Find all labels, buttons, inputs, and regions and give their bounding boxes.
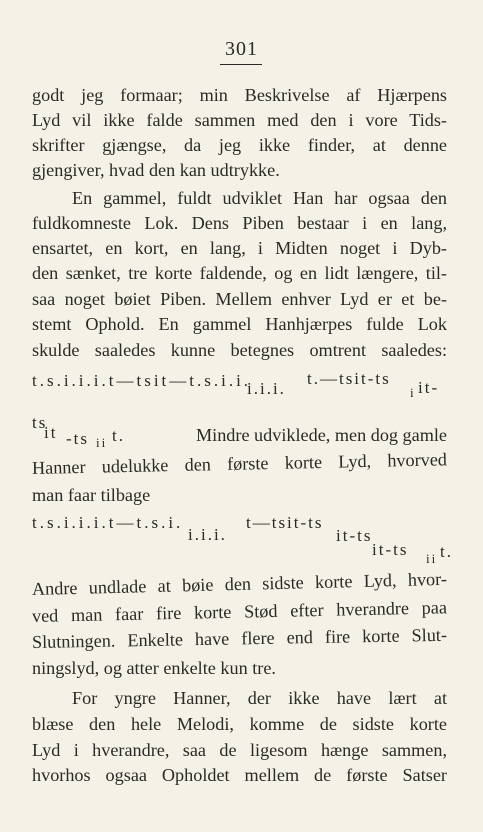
notation-1-tail: it- xyxy=(418,378,440,397)
notation-1b-a: ts xyxy=(32,413,48,432)
page-number-rule xyxy=(220,64,262,65)
notation-2-s3: ii xyxy=(426,551,438,566)
notation-1b-b: it xyxy=(44,423,58,442)
text-line-1: godt jeg formaar; min Beskrivelse af Hjærpens xyxy=(32,85,447,105)
text-line-14: man faar tilbage xyxy=(32,485,151,505)
text-line-6: fuldkomneste Lok. Dens Piben bestaar i en lang, xyxy=(32,213,447,233)
notation-1-tail-low: i xyxy=(410,385,416,400)
text-line-17: Slutningen. Enkelte have flere end fire korte Slut- xyxy=(31,624,448,652)
text-line-4: gjengiver, hvad den kan udtrykke. xyxy=(32,160,280,180)
notation-1b-d: ii xyxy=(96,435,108,450)
notation-2-s2: it-ts xyxy=(372,540,409,559)
text-line-18: ningslyd, og atter enkelte kun tre. xyxy=(32,658,276,678)
text-line-8: den sænket, tre korte faldende, og en lidt længere, til- xyxy=(32,263,447,283)
notation-2-low: i.i.i. xyxy=(188,525,227,544)
text-line-15: Andre undlade at bøie den sidste korte Lyd, hvor- xyxy=(31,568,448,599)
text-line-7: ensartet, en kort, en lang, i Midten noget i Dyb- xyxy=(32,238,447,258)
text-line-3: skrifter gjængse, da jeg ikke finder, at denne xyxy=(32,135,447,155)
text-line-22: hvorhos ogsaa Opholdet mellem de første Satser xyxy=(32,765,447,785)
notation-2-mid: t—tsit-ts xyxy=(246,513,324,532)
text-line-19: For yngre Hanner, der ikke have lært at xyxy=(72,688,447,708)
notation-1-low: i.i.i. xyxy=(247,379,286,398)
text-line-13: Hanner udelukke den første korte Lyd, hvorved xyxy=(31,449,448,478)
notation-1b-e: t. xyxy=(112,426,125,445)
text-line-20: blæse den hele Melodi, komme de sidste korte xyxy=(32,714,447,734)
notation-2-s1: it-ts xyxy=(336,526,373,545)
text-line-5: En gammel, fuldt udviklet Han har ogsaa den xyxy=(72,188,447,208)
notation-1b-c: -ts xyxy=(66,429,89,448)
notation-1-main: t.s.i.i.i.t—tsit—t.s.i.i. xyxy=(32,371,252,390)
text-line-16: ved man faar fire korte Stød efter hverandre paa xyxy=(31,597,448,626)
text-line-11: skulde saaledes kunne betegnes omtrent saaledes: xyxy=(32,340,447,360)
text-line-9: saa noget bøiet Piben. Mellem enhver Lyd er et be- xyxy=(32,289,447,309)
text-line-21: Lyd i hverandre, saa de ligesom hænge sammen, xyxy=(32,740,447,760)
page-number: 301 xyxy=(225,38,258,60)
notation-2-s4: t. xyxy=(440,542,453,561)
text-line-10: stemt Ophold. En gammel Hanhjærpes fulde Lok xyxy=(32,314,447,334)
text-line-2: Lyd vil ikke falde sammen med den i vore Tids- xyxy=(32,110,447,130)
notation-1-mid: t.—tsit-ts xyxy=(307,369,391,388)
notation-2-main: t.s.i.i.i.t—t.s.i. xyxy=(32,513,184,532)
text-line-12: Mindre udviklede, men dog gamle xyxy=(195,425,447,445)
